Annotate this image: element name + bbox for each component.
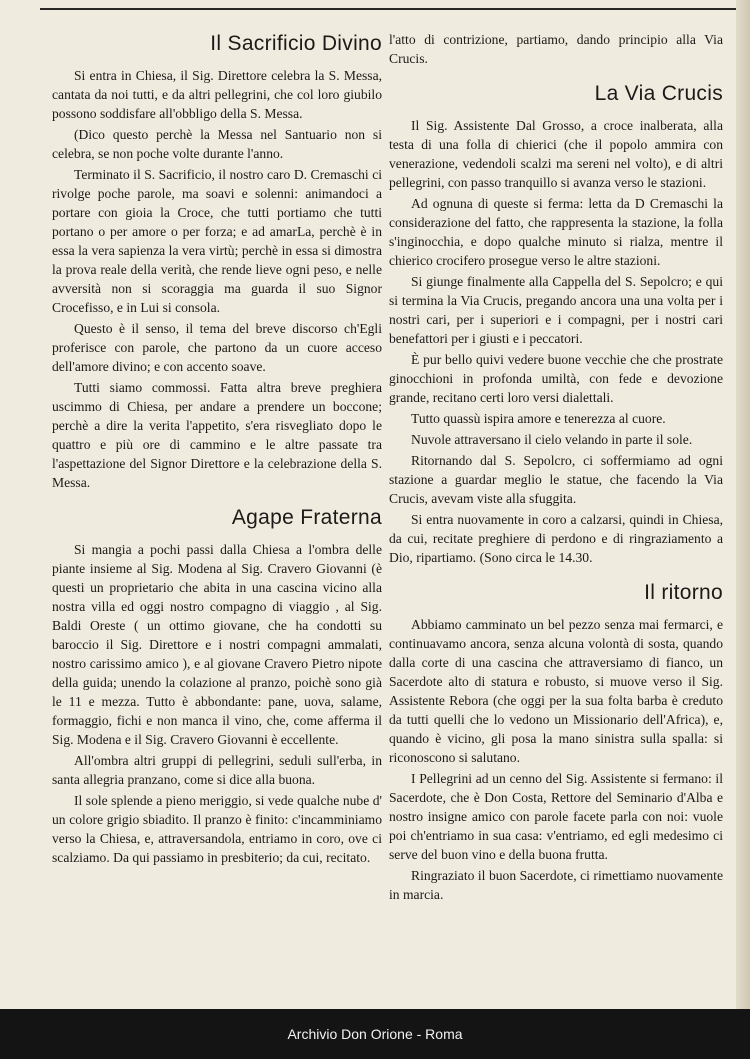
page-edge-shadow bbox=[736, 0, 750, 1009]
paragraph: Questo è il senso, il tema del breve discorso ch'Egli proferisce con parole, che partono da un cuore acceso dell'amore divino; e con accento soave. bbox=[52, 321, 382, 374]
section-title: Il ritorno bbox=[644, 581, 723, 604]
paragraph: Il Sig. Assistente Dal Grosso, a croce inalberata, alla testa di una folla di chierici (che il popolo ammira con venerazione, vedendoli scalzi ma sereni nel volto), e di altri pellegrini, con passo tranquillo si avanza verso le stazioni. bbox=[389, 118, 723, 190]
paragraph: Ritornando dal S. Sepolcro, ci soffermiamo ad ogni stazione a guardar meglio le statue, che facendo la Via Crucis, avevam viste alla sfuggita. bbox=[389, 453, 723, 506]
paragraph: Il sole splende a pieno meriggio, si vede qualche nube d' un colore grigio sbiadito. Il pranzo è finito: c'incamminiamo verso la Chiesa, e, attraversandola, entriamo in coro, ove ci scalziamo. Da qui passiamo in presbiterio; da cui, recitato. bbox=[52, 793, 382, 865]
paragraph: (Dico questo perchè la Messa nel Santuario non si celebra, se non poche volte durante l'anno. bbox=[52, 127, 382, 161]
paragraph: Ringraziato il buon Sacerdote, ci rimettiamo nuovamente in marcia. bbox=[389, 868, 723, 902]
section-il-ritorno bbox=[389, 579, 723, 904]
paragraph: Abbiamo camminato un bel pezzo senza mai fermarci, e continuavamo ancora, senza alcuna volontà di sosta, quando dalla corte di una cascina che attraversiamo di fianco, un Sacerdote alto di statura e robusto, si muove verso il Sig. Assistente Rebora (che oggi per la sua folta barba è creduto da tutti quelli che lo vedono un Missionario dell'Africa), e, quando è vicino, gli posa la mano sinistra sulla spalla: si riconoscono si salutano. bbox=[389, 617, 723, 765]
top-rule bbox=[40, 8, 750, 10]
archive-footer: Archivio Don Orione - Roma bbox=[0, 1009, 750, 1059]
paragraph: Si mangia a pochi passi dalla Chiesa a l'ombra delle piante insieme al Sig. Modena al Sig. Cravero Giovanni (è questi un proprietario che abita in una cascina vicino alla nostra villa ed oggi nostro compagno di viaggio , al Sig. Baldi Oreste ( un ottimo giovane, che ha condotti su baroccio il Sig. Direttore e i nostri compagni ammalati, nostro carissimo amico ), e al giovane Cravero Pietro nipote della guida; unendo la colazione al pranzo, poichè sono già le 11 e mezza. Tutto è abbondante: pane, uova, salame, formaggio, fichi e non manca il vino, che, come afferma il Sig. Modena e il Sig. Cravero Giovanni è eccellente. bbox=[52, 542, 382, 747]
right-column bbox=[389, 30, 723, 916]
section-title: La Via Crucis bbox=[594, 82, 723, 105]
section-via-crucis bbox=[389, 80, 723, 567]
section-continuation bbox=[389, 30, 723, 68]
paragraph: È pur bello quivi vedere buone vecchie che che prostrate ginocchioni in profonda umiltà, con fede e devozione grande, recitano certi loro versi dialettali. bbox=[389, 352, 723, 405]
paragraph: l'atto di contrizione, partiamo, dando principio alla Via Crucis. bbox=[389, 32, 723, 66]
left-column bbox=[52, 30, 382, 879]
paragraph: Si giunge finalmente alla Cappella del S. Sepolcro; e qui si termina la Via Crucis, pregando ancora una una volta per i nostri cari, per i superiori e i compagni, per i nostri cari benefattori per i giusti e i peccatori. bbox=[389, 274, 723, 346]
paragraph: Ad ognuna di queste si ferma: letta da D Cremaschi la considerazione del fatto, che rappresenta la stazione, la folla s'inginocchia, e dopo qualche minuto si rialza, mentre il chierico crocifero prosegue verso le altre stazioni. bbox=[389, 196, 723, 268]
paragraph: Si entra nuovamente in coro a calzarsi, quindi in Chiesa, da cui, recitate preghiere di perdono e di ringraziamento a Dio, ripartiamo. (Sono circa le 14.30. bbox=[389, 512, 723, 565]
paragraph: Tutti siamo commossi. Fatta altra breve preghiera uscimmo di Chiesa, per andare a prendere un boccone; perchè a dire la verita l'appetito, s'era risvegliato dopo le quattro e più ore di cammino e le altre passate tra l'aspettazione del Signor Direttore e la celebrazione della S. Messa. bbox=[52, 380, 382, 490]
paragraph: Si entra in Chiesa, il Sig. Direttore celebra la S. Messa, cantata da noi tutti, e da altri pellegrini, che col loro giubilo possono soddisfare all'obbligo della S. Messa. bbox=[52, 68, 382, 121]
paragraph: Tutto quassù ispira amore e tenerezza al cuore. bbox=[411, 411, 666, 426]
paragraph: All'ombra altri gruppi di pellegrini, seduli sull'erba, in santa allegria pranzano, come si dice alla buona. bbox=[52, 753, 382, 787]
section-sacrificio-divino bbox=[52, 30, 382, 492]
section-title: Il Sacrificio Divino bbox=[210, 32, 382, 55]
section-agape-fraterna bbox=[52, 504, 382, 867]
paragraph: Nuvole attraversano il cielo velando in parte il sole. bbox=[411, 432, 693, 447]
paragraph: Terminato il S. Sacrificio, il nostro caro D. Cremaschi ci rivolge poche parole, ma soavi e solenni: animandoci a portare con gioia la Croce, che tutti portiamo che tutti portano o per amore o per forza; e ad amarLa, perchè è in essa la vera sapienza la vera virtù; perchè in essa si dimostra la prova reale della verità, che rende lieve ogni peso, e nelle avversità non si scoraggia ma guarda il suo Signor Crocefisso, e in Lui si consola. bbox=[52, 167, 382, 315]
paragraph: I Pellegrini ad un cenno del Sig. Assistente si fermano: il Sacerdote, che è Don Costa, Rettore del Seminario d'Alba e nostro insigne amico con parole facete parla con noi: vuole poi ch'entriamo in sua casa: v'entriamo, ed egli medesimo ci serve del buon vino e della buona frutta. bbox=[389, 771, 723, 862]
section-title: Agape Fraterna bbox=[231, 506, 382, 529]
